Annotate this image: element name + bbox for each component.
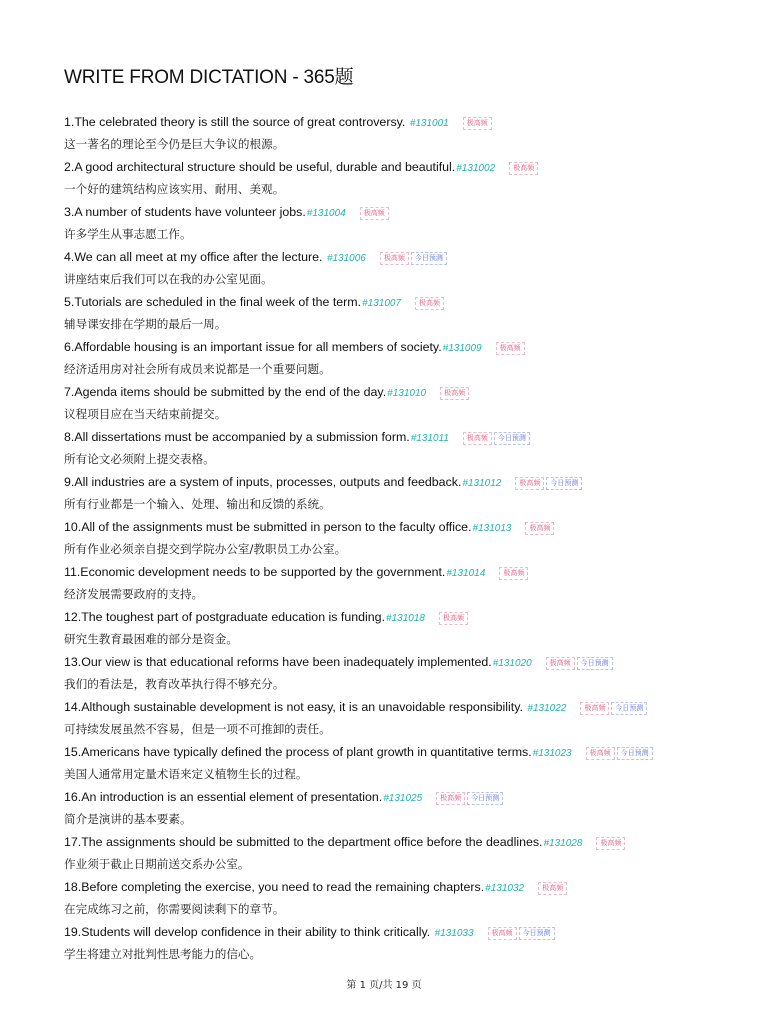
english-sentence-line — [64, 876, 744, 898]
high-frequency-badge: 极高频 — [496, 342, 525, 355]
high-frequency-badge: 极高频 — [509, 162, 538, 175]
chinese-translation: 讲座结束后我们可以在我的办公室见面。 — [64, 272, 273, 286]
chinese-translation: 所有行业都是一个输入、处理、输出和反馈的系统。 — [64, 497, 331, 511]
today-prediction-badge: 今日预测 — [577, 657, 613, 670]
english-sentence-line — [64, 696, 744, 718]
chinese-translation: 美国人通常用定量术语来定义植物生长的过程。 — [64, 767, 308, 781]
list-item — [64, 156, 744, 201]
today-prediction-badge: 今日预测 — [411, 252, 447, 265]
question-code: #131023 — [532, 748, 572, 759]
chinese-translation: 在完成练习之前，你需要阅读剩下的章节。 — [64, 902, 285, 916]
high-frequency-badge: 极高频 — [525, 522, 554, 535]
chinese-translation: 这一著名的理论至今仍是巨大争议的根源。 — [64, 137, 285, 151]
english-sentence-line — [64, 471, 744, 493]
chinese-translation: 简介是演讲的基本要素。 — [64, 812, 192, 826]
list-item — [64, 246, 744, 291]
list-item — [64, 201, 744, 246]
list-item — [64, 696, 744, 741]
high-frequency-badge: 极高频 — [586, 747, 615, 760]
list-item — [64, 426, 744, 471]
question-code: #131018 — [386, 613, 425, 624]
chinese-translation: 所有论文必须附上提交表格。 — [64, 452, 215, 466]
english-sentence: 18.Before completing the exercise, you need to read the remaining chapters. — [64, 880, 485, 894]
question-code: #131002 — [456, 163, 496, 174]
question-code: #131014 — [446, 568, 486, 579]
page-footer: 第 1 页/共 19 页 — [346, 980, 422, 991]
chinese-translation: 辅导课安排在学期的最后一周。 — [64, 317, 227, 331]
english-sentence-line — [64, 651, 744, 673]
question-code: #131022 — [527, 703, 567, 714]
high-frequency-badge: 极高频 — [580, 702, 609, 715]
question-code: #131010 — [387, 388, 427, 399]
english-sentence-line — [64, 111, 744, 133]
high-frequency-badge: 极高频 — [463, 432, 492, 445]
english-sentence: 16.An introduction is an essential element of presentation. — [64, 790, 383, 804]
chinese-translation: 经济适用房对社会所有成员来说都是一个重要问题。 — [64, 362, 331, 376]
english-sentence-line — [64, 561, 744, 583]
list-item — [64, 831, 744, 876]
list-item — [64, 516, 744, 561]
english-sentence-line — [64, 336, 744, 358]
english-sentence-line — [64, 741, 744, 763]
english-sentence: 11.Economic development needs to be supported by the government. — [64, 565, 446, 579]
english-sentence-line — [64, 426, 744, 448]
high-frequency-badge: 极高频 — [463, 117, 492, 130]
english-sentence: 7.Agenda items should be submitted by the end of the day. — [64, 385, 387, 399]
english-sentence: 2.A good architectural structure should be useful, durable and beautiful. — [64, 160, 456, 174]
chinese-translation: 一个好的建筑结构应该实用、耐用、美观。 — [64, 182, 285, 196]
chinese-translation: 议程项目应在当天结束前提交。 — [64, 407, 227, 421]
english-sentence: 13.Our view is that educational reforms have been inadequately implemented. — [64, 655, 492, 669]
page-title: WRITE FROM DICTATION - 365题 — [64, 67, 354, 88]
today-prediction-badge: 今日预测 — [519, 927, 555, 940]
chinese-translation: 学生将建立对批判性思考能力的信心。 — [64, 947, 262, 961]
english-sentence: 1.The celebrated theory is still the source of great controversy. — [64, 115, 409, 129]
english-sentence: 15.Americans have typically defined the process of plant growth in quantitative terms. — [64, 745, 532, 759]
list-item — [64, 561, 744, 606]
english-sentence: 9.All industries are a system of inputs, processes, outputs and feedback. — [64, 475, 462, 489]
question-code: #131028 — [543, 838, 583, 849]
today-prediction-badge: 今日预测 — [467, 792, 503, 805]
list-item — [64, 606, 744, 651]
english-sentence: 14.Although sustainable development is not easy, it is an unavoidable responsibility. — [64, 700, 527, 714]
question-code: #131007 — [362, 298, 402, 309]
english-sentence-line — [64, 156, 744, 178]
chinese-translation: 作业须于截止日期前送交系办公室。 — [64, 857, 250, 871]
english-sentence: 4.We can all meet at my office after the lecture. — [64, 250, 326, 264]
list-item — [64, 336, 744, 381]
english-sentence-line — [64, 786, 744, 808]
high-frequency-badge: 极高频 — [415, 297, 444, 310]
high-frequency-badge: 极高频 — [380, 252, 409, 265]
question-code: #131013 — [472, 523, 512, 534]
list-item — [64, 291, 744, 336]
question-code: #131006 — [326, 253, 366, 264]
list-item — [64, 876, 744, 921]
chinese-translation: 研究生教育最困难的部分是资金。 — [64, 632, 238, 646]
high-frequency-badge: 极高频 — [538, 882, 567, 895]
sentence-list — [64, 111, 744, 966]
question-code: #131004 — [306, 208, 346, 219]
english-sentence: 10.All of the assignments must be submitted in person to the faculty office. — [64, 520, 472, 534]
chinese-translation: 所有作业必须亲自提交到学院办公室/教职员工办公室。 — [64, 542, 347, 556]
list-item — [64, 741, 744, 786]
today-prediction-badge: 今日预测 — [546, 477, 582, 490]
question-code: #131032 — [485, 883, 525, 894]
english-sentence: 12.The toughest part of postgraduate education is funding. — [64, 610, 386, 624]
high-frequency-badge: 极高频 — [546, 657, 575, 670]
english-sentence-line — [64, 921, 744, 943]
list-item — [64, 921, 744, 966]
english-sentence-line — [64, 606, 744, 628]
today-prediction-badge: 今日预测 — [611, 702, 647, 715]
english-sentence: 17.The assignments should be submitted to the department office before the deadlines. — [64, 835, 543, 849]
list-item — [64, 651, 744, 696]
english-sentence: 8.All dissertations must be accompanied by a submission form. — [64, 430, 410, 444]
english-sentence-line — [64, 291, 744, 313]
question-code: #131012 — [462, 478, 502, 489]
question-code: #131011 — [410, 433, 449, 444]
high-frequency-badge: 极高频 — [436, 792, 465, 805]
high-frequency-badge: 极高频 — [440, 387, 469, 400]
high-frequency-badge: 极高频 — [515, 477, 544, 490]
high-frequency-badge: 极高频 — [596, 837, 625, 850]
chinese-translation: 可持续发展虽然不容易，但是一项不可推卸的责任。 — [64, 722, 331, 736]
chinese-translation: 许多学生从事志愿工作。 — [64, 227, 192, 241]
english-sentence-line — [64, 201, 744, 223]
english-sentence: 3.A number of students have volunteer jobs. — [64, 205, 306, 219]
question-code: #131009 — [442, 343, 482, 354]
today-prediction-badge: 今日预测 — [617, 747, 653, 760]
english-sentence-line — [64, 246, 744, 268]
question-code: #131033 — [434, 928, 474, 939]
english-sentence-line — [64, 831, 744, 853]
chinese-translation: 我们的看法是，教育改革执行得不够充分。 — [64, 677, 285, 691]
english-sentence-line — [64, 516, 744, 538]
list-item — [64, 111, 744, 156]
chinese-translation: 经济发展需要政府的支持。 — [64, 587, 204, 601]
english-sentence: 19.Students will develop confidence in their ability to think critically. — [64, 925, 434, 939]
high-frequency-badge: 极高频 — [360, 207, 389, 220]
high-frequency-badge: 极高频 — [499, 567, 528, 580]
question-code: #131001 — [409, 118, 449, 129]
today-prediction-badge: 今日预测 — [494, 432, 530, 445]
question-code: #131025 — [383, 793, 423, 804]
list-item — [64, 471, 744, 516]
english-sentence-line — [64, 381, 744, 403]
list-item — [64, 786, 744, 831]
list-item — [64, 381, 744, 426]
high-frequency-badge: 极高频 — [488, 927, 517, 940]
question-code: #131020 — [492, 658, 532, 669]
english-sentence: 6.Affordable housing is an important issue for all members of society. — [64, 340, 442, 354]
high-frequency-badge: 极高频 — [439, 612, 468, 625]
english-sentence: 5.Tutorials are scheduled in the final week of the term. — [64, 295, 362, 309]
